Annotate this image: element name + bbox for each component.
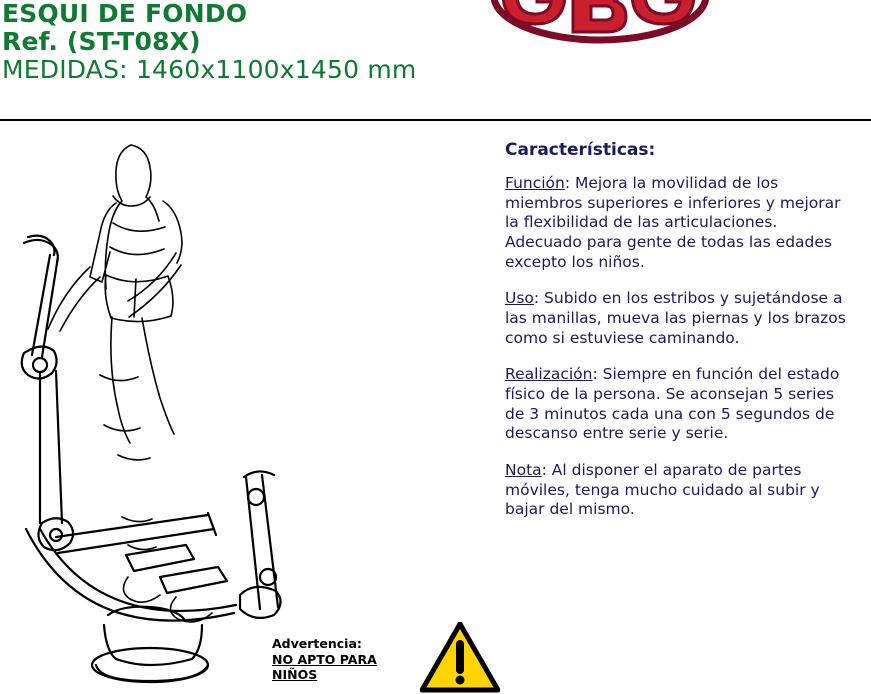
product-illustration: [0, 125, 470, 685]
document-header: [0, 0, 871, 112]
warning-block: [272, 632, 502, 687]
features-section: [505, 140, 855, 537]
warning-text-block: [272, 636, 412, 683]
product-reference: Ref. (ST-T08X): [2, 27, 201, 56]
paragraph-lead-realizacion: Realización: [505, 365, 593, 384]
paragraph-text-funcion: : Mejora la movilidad de los miembros superiores e inferiores y mejorar la flexibilidad de las articulaciones. Adecuado para gente de todas las edades excepto los niños.: [505, 174, 841, 271]
paragraph-uso: [505, 289, 855, 348]
product-title-block: [2, 0, 416, 84]
paragraph-text-nota: : Al disponer el aparato de partes móviles, tenga mucho cuidado al subir y bajar del mismo.: [505, 461, 820, 519]
product-name: ESQUI DE FONDO: [2, 0, 248, 28]
warning-message: NO APTO PARA NIÑOS: [272, 651, 377, 683]
warning-triangle-icon: [420, 622, 500, 694]
company-logo: [491, 0, 709, 62]
paragraph-lead-uso: Uso: [505, 289, 534, 308]
paragraph-funcion: [505, 174, 855, 272]
paragraph-realizacion: [505, 365, 855, 444]
product-dimensions: MEDIDAS: 1460x1100x1450 mm: [2, 55, 417, 84]
paragraph-lead-nota: Nota: [505, 461, 542, 480]
paragraph-text-realizacion: : Siempre en función del estado físico de la persona. Se aconsejan 5 series de 3 minutos cada una con 5 segundos de descanso entre serie y serie.: [505, 365, 840, 443]
features-heading: Características:: [505, 140, 656, 160]
header-divider: [0, 119, 871, 121]
paragraph-text-uso: : Subido en los estribos y sujetándose a las manillas, mueva las piernas y los brazos como si estuviese caminando.: [505, 289, 846, 347]
paragraph-lead-funcion: Función: [505, 174, 565, 192]
warning-label: Advertencia:: [272, 636, 362, 651]
paragraph-nota: [505, 461, 855, 520]
